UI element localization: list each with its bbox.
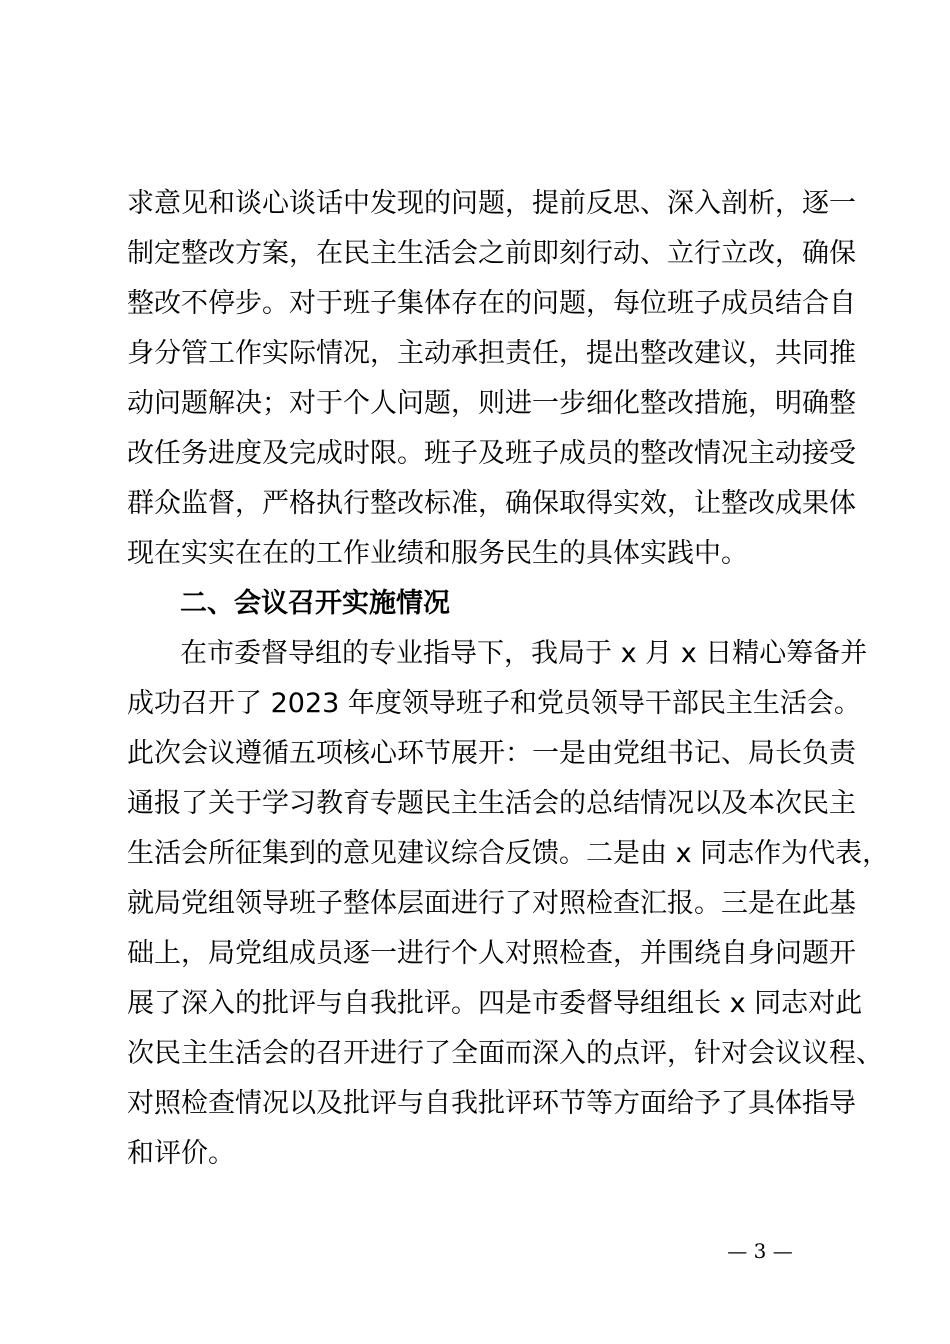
paragraph-1-line-1: 求意见和谈心谈话中发现的问题，提前反思、深入剖析，逐一 — [127, 188, 856, 219]
paragraph-1-line-6: 改任务进度及完成时限。班子及班子成员的整改情况主动接受 — [127, 438, 856, 469]
paragraph-2-line-3: 此次会议遵循五项核心环节展开：一是由党组书记、局长负责 — [127, 738, 856, 769]
paragraph-2-line-8: 展了深入的批评与自我批评。四是市委督导组组长 x 同志对此 — [127, 988, 863, 1019]
paragraph-2-line-6: 就局党组领导班子整体层面进行了对照检查汇报。三是在此基 — [127, 888, 856, 919]
paragraph-2-line-9: 次民主生活会的召开进行了全面而深入的点评，针对会议议程、 — [127, 1038, 883, 1069]
paragraph-2-line-11: 和评价。 — [127, 1138, 235, 1169]
paragraph-2-line-7: 础上，局党组成员逐一进行个人对照检查，并围绕自身问题开 — [127, 938, 856, 969]
section-heading: 二、会议召开实施情况 — [180, 588, 450, 619]
paragraph-1-line-7: 群众监督，严格执行整改标准，确保取得实效，让整改成果体 — [127, 488, 856, 519]
paragraph-2-line-2: 成功召开了 2023 年度领导班子和党员领导干部民主生活会。 — [127, 688, 861, 719]
paragraph-2-line-4: 通报了关于学习教育专题民主生活会的总结情况以及本次民主 — [127, 788, 856, 819]
paragraph-2-line-10: 对照检查情况以及批评与自我批评环节等方面给予了具体指导 — [127, 1088, 856, 1119]
paragraph-1-line-3: 整改不停步。对于班子集体存在的问题，每位班子成员结合自 — [127, 288, 856, 319]
paragraph-1-line-5: 动问题解决；对于个人问题，则进一步细化整改措施，明确整 — [127, 388, 856, 419]
paragraph-2-line-1: 在市委督导组的专业指导下，我局于 x 月 x 日精心筹备并 — [180, 638, 868, 669]
paragraph-1-line-8: 现在实实在在的工作业绩和服务民生的具体实践中。 — [127, 538, 748, 569]
paragraph-1-line-2: 制定整改方案，在民主生活会之前即刻行动、立行立改，确保 — [127, 238, 856, 269]
paragraph-1-line-4: 身分管工作实际情况，主动承担责任，提出整改建议，共同推 — [127, 338, 856, 369]
paragraph-2-line-5: 生活会所征集到的意见建议综合反馈。二是由 x 同志作为代表， — [127, 838, 890, 869]
page-number: — 3 — — [727, 1239, 793, 1263]
